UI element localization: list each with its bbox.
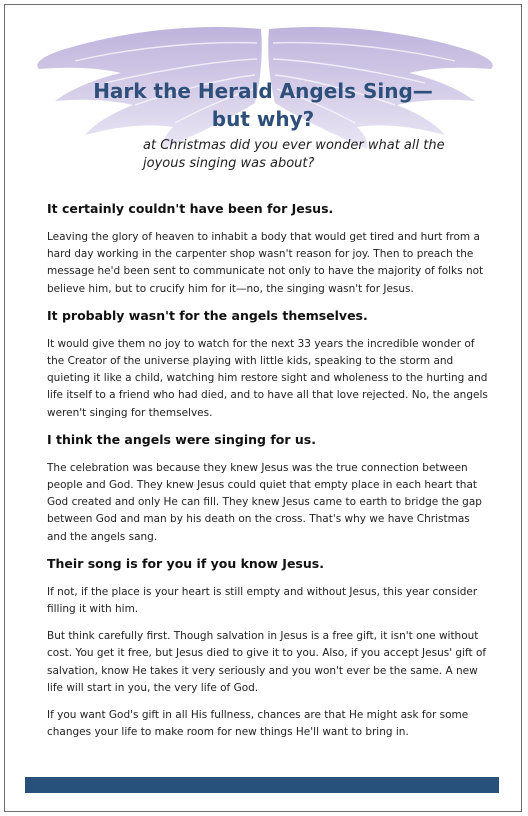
section-paragraph: But think carefully first. Though salvation in Jesus is a free gift, it isn't one without cost. You get it free, but Jesus died to give it to you. Also, if you accept Jesus' gift of salvation, know He takes it very seriously and you won't ever be the same. A new life will start in you, the very life of God. (47, 630, 487, 694)
subtitle-line-2: joyous singing was about? (143, 156, 315, 171)
title-line-2: but why? (211, 107, 315, 131)
subtitle (143, 137, 473, 173)
section-heading: I think the angels were singing for us. (47, 431, 316, 447)
section-not-for-angels (47, 308, 489, 422)
section-paragraph: It would give them no joy to watch for the next 33 years the incredible wonder of the Creator of the universe playing with little kids, speaking to the storm and quieting it like a child, watching him restore sight and wholeness to the hurting and life itself to a friend who had died, and to have all that love rejected. No, the angels weren't singing for themselves. (47, 337, 488, 419)
tract-page (4, 4, 522, 812)
section-paragraph: If not, if the place is your heart is still empty and without Jesus, this year consider filling it with him. (47, 585, 478, 616)
section-heading: It certainly couldn't have been for Jesus. (47, 201, 334, 216)
page-title (5, 77, 521, 133)
subtitle-line-1: at Christmas did you ever wonder what all the (143, 138, 445, 153)
section-heading: Their song is for you if you know Jesus. (47, 555, 324, 571)
section-paragraph: The celebration was because they knew Jesus was the true connection between people and God. They knew Jesus could quiet that empty place in each heart that God created and only He can fill. They knew Jesus came to earth to bridge the gap between God and man by his death on the cross. That's why we have Christmas and the angels sang. (47, 461, 482, 543)
body-content (47, 201, 489, 751)
title-line-1: Hark the Herald Angels Sing— (93, 79, 433, 103)
section-paragraph: If you want God's gift in all His fullness, chances are that He might ask for some changes your life to make room for new things He'll want to bring in. (47, 709, 469, 739)
section-singing-for-us (47, 432, 489, 546)
section-heading: It probably wasn't for the angels themselves. (47, 307, 368, 323)
section-song-for-you (47, 556, 489, 742)
footer-bar (25, 777, 499, 793)
section-paragraph: Leaving the glory of heaven to inhabit a body that would get tired and hurt from a hard day working in the carpenter shop wasn't reason for joy. Then to preach the message he'd been sent to communicate not only to have the majority of folks not believe him, but to crucify him for it—no, the singing wasn't for Jesus. (47, 231, 484, 295)
section-not-for-jesus (47, 201, 489, 298)
